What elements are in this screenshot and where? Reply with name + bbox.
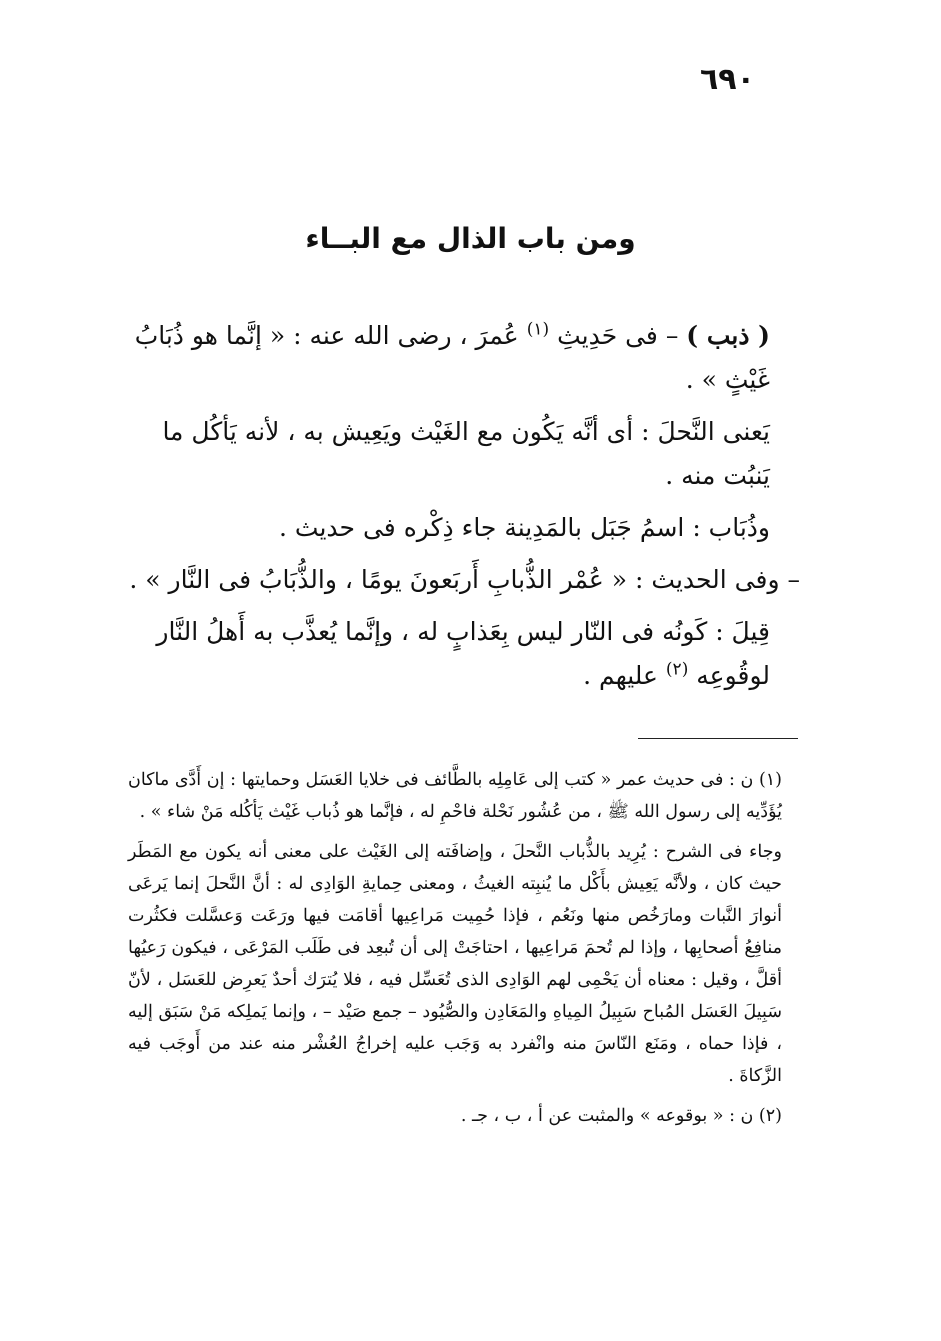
footnote-ref-1[interactable]: (١) bbox=[526, 319, 550, 340]
entry-text-1: – فى حَدِيثِ bbox=[557, 321, 679, 350]
entry-head: ( ذبب ) bbox=[686, 321, 770, 350]
paragraph-fly-in-fire-end: عليهم . bbox=[583, 661, 658, 690]
footnote-1a: (١) ن : فى حديث عمر « كتب إلى عَامِلِه بالطَّائف فى خلايا العَسَل وحمايتها : إن أَدَّى ماكان يُؤَدِّيه إلى رسول الله ﷺ ، من عُشُور نَحْلة فاحْمِ له ، فإنَّما هو ذُباب غَيْث يَأكُله مَنْ شاء » . bbox=[128, 770, 782, 822]
entry-paragraph bbox=[128, 314, 800, 402]
footnote-1b: وجاء فى الشرح : يُرِيد بالذُّباب النَّحلَ ، وإضافَته إلى الغَيْث على معنى أنه يكون مع المَطَر حيث كان ، ولأنَّه يَعِيش بأَكْل ما يُنبِته الغيثُ ، ومعنى حِمايةِ الوَادِى له : أنَّ النَّحلَ إنما يَرعَى أنوارَ النَّبات ومارَخُص منها ونَعُم ، فإذا حُمِيت مَراعِيها أقامَت فيها ورَعَت وَعسَّلت فكثُرت منافِعُ أصحابِها ، وإذا لم تُحمَ مَراعِيها ، احتاجَتْ إلى أن تُبعِد فى طَلَب المَرْعَى ، فيكون رَعيُها أقلَّ ، وقيل : معناه أن يَحْمِى لهم الوَادِى الذى تُعَسِّل فيه ، فلا يُترَك أحدٌ يَعرِض للعَسَل ، لأنّ سَبِيلَ العَسَل المُباح سَبِيلُ المِياهِ والمَعَادِن والصُّيُود – جمع صَيْد – ، وإنما يَملِكه مَنْ سَبَق إليه ، فإذا حماه ، ومَنَع النّاسَ منه وانْفرد به وَجَب عليه إخراجُ العُشْر منه عند من أَوجَب فيه الزَّكاةَ . bbox=[128, 842, 782, 1086]
paragraph-hadith-fly: – وفى الحديث : « عُمْر الذُّبابِ أَربَعونَ يومًا ، والذُّبَابُ فى النَّار » . bbox=[129, 565, 800, 594]
page-number: ٦٩٠ bbox=[700, 62, 755, 97]
paragraph-dhubab-mountain: وذُبَاب : اسمُ جَبَل بالمَدِينة جاء ذِكْره فى حديث . bbox=[279, 513, 770, 542]
paragraph-fly-in-fire bbox=[128, 610, 800, 698]
entry-text-2: عُمرَ ، رضى الله عنه : « إنَّما هو ذُبَابُ غَيْثٍ » . bbox=[134, 321, 770, 394]
footnotes bbox=[128, 764, 806, 1140]
main-text bbox=[128, 314, 800, 706]
paragraph-fly-in-fire-start: قِيلَ : كَونُه فى النّار ليس بِعَذابٍ له ، وإنَّما يُعذَّب به أَهلُ النَّار لوقُوعِه bbox=[156, 617, 770, 690]
footnote-2: (٢) ن : « بوقوعه » والمثبت عن أ ، ب ، جـ . bbox=[460, 1106, 782, 1126]
footnote-ref-2[interactable]: (٢) bbox=[665, 659, 689, 680]
paragraph-explanation: يَعنى النَّحلَ : أى أنَّه يَكُون مع الغَيْث ويَعِيش به ، لأنه يَأكُل ما يَنبُت منه . bbox=[162, 417, 770, 490]
footnote-separator bbox=[638, 738, 798, 739]
section-title: ومن باب الذال مع البــاء bbox=[305, 222, 636, 255]
